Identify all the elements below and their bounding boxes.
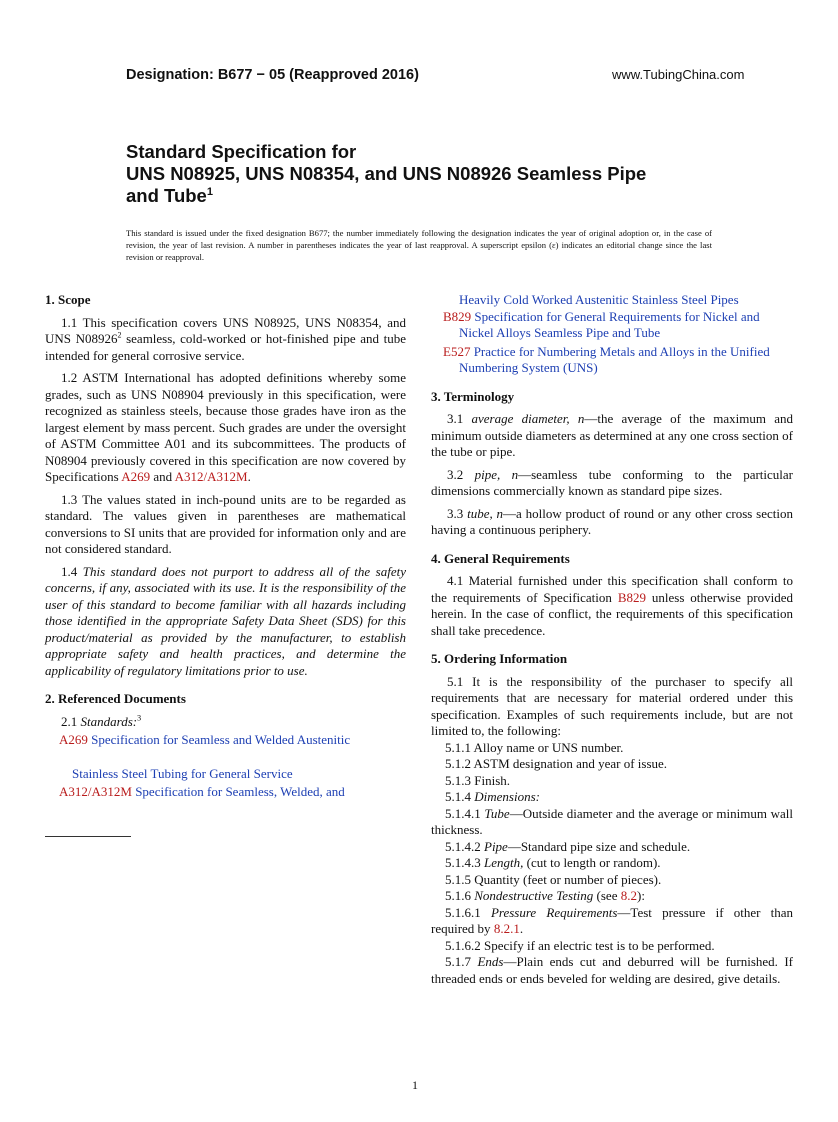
term-num: 3.3 [447, 505, 468, 521]
title-line-3-text: and Tube [126, 185, 207, 206]
item-term: Ends [477, 954, 504, 969]
ordering-5-1-4 [431, 789, 793, 806]
term-name: tube, n [467, 505, 504, 521]
term-name: average diameter, n [471, 411, 585, 426]
item-label: Dimensions: [474, 789, 540, 804]
term-def: —a hollow product of round or any other cross section having a continuous periphery. [431, 505, 793, 537]
item-def: —Outside diameter and the average or minimum wall thickness. [431, 805, 794, 837]
ref-doc-title[interactable]: Stainless Steel Tubing for General Service [72, 765, 293, 781]
standards-subheading [45, 714, 406, 731]
scope-1-1-sup: 2 [117, 330, 122, 340]
ref-doc-code[interactable]: E527 [443, 343, 471, 359]
ordering-5-1-7 [431, 954, 793, 987]
item-def-end: . [519, 921, 524, 936]
term-def: —seamless tube conforming to the particular dimensions commercially known as standard pipe sizes. [431, 466, 793, 498]
ordering-5-1-3: 5.1.3 Finish. [445, 772, 511, 788]
ref-doc-title[interactable]: Heavily Cold Worked Austenitic Stainless Steel Pipes [459, 292, 739, 307]
ref-doc-code[interactable]: B829 [443, 308, 472, 324]
ref-link-8-2-1[interactable]: 8.2.1 [493, 921, 520, 936]
standards-num: 2.1 [61, 713, 81, 729]
ordering-5-1: 5.1 It is the responsibility of the purchaser to specify all requirements that are necessary for material ordered under this specification. Examples of such requirements include, but are not limited to, the following: [431, 673, 793, 738]
term-def: —the average of the maximum and minimum outside diameters as determined at any one cross section of the tube or pipe. [431, 411, 793, 459]
ref-doc-b829 [431, 309, 793, 342]
item-def: —Plain ends cut and deburred will be furnished. If threaded ends or ends beveled for welding are desired, give details. [431, 954, 794, 986]
term-3-2 [431, 467, 793, 500]
ordering-heading: 5. Ordering Information [431, 651, 568, 666]
ordering-5-1-1: 5.1.1 Alloy name or UNS number. [445, 739, 624, 755]
ref-doc-title[interactable]: Specification for General Requirements for Nickel and Nickel Alloys Seamless Pipe and Tube [459, 308, 760, 340]
ref-doc-title[interactable]: Specification for Seamless and Welded Austenitic [91, 732, 351, 747]
term-3-3 [431, 506, 793, 539]
term-num: 3.2 [447, 466, 475, 482]
ref-link-b829[interactable]: B829 [617, 589, 646, 605]
scope-1-2-and: and [150, 469, 175, 484]
designation: Designation: B677 − 05 (Reapproved 2016) [126, 67, 419, 83]
title-footnote-mark: 1 [206, 185, 213, 198]
title-line-1: Standard Specification for [126, 141, 357, 162]
general-4-1-a: 4.1 Material furnished under this specification shall conform to the requirements of Specification [431, 573, 793, 605]
ref-doc-a312-cont [459, 292, 793, 309]
general-4-1-b: unless otherwise provided herein. In the case of conflict, the requirements of this specification shall take precedence. [431, 589, 793, 638]
item-def: —Test pressure if other than required by [431, 904, 794, 936]
document-title [126, 141, 746, 207]
ordering-5-1-4-3 [431, 855, 793, 872]
term-3-1 [431, 411, 793, 461]
item-label: Nondestructive Testing [474, 888, 594, 903]
scope-heading: 1. Scope [45, 292, 91, 307]
ref-doc-e527 [431, 344, 793, 377]
item-text-end: ): [636, 888, 645, 903]
item-num: 5.1.4 [445, 789, 475, 804]
item-term: Length, [484, 855, 524, 870]
footnote-divider [45, 836, 131, 837]
scope-1-4-text: This standard does not purport to address all of the safety concerns, if any, associated with its use. It is the responsibility of the user of this standard to become familiar with all hazards including those identified in the appropriate Safety Data Sheet (SDS) for this product/material as provided by the manufacturer, to establish appropriate safety and health practices, and determine the applicability of regulatory limitations prior to use. [45, 563, 406, 678]
page-number: 1 [412, 1078, 418, 1092]
scope-1-1-b: seamless, cold-worked or hot-finished pipe and tube intended for general corrosive service. [45, 331, 406, 363]
ref-link-8-2[interactable]: 8.2 [620, 888, 637, 903]
ref-link-a312[interactable]: A312/A312M [174, 469, 248, 484]
ref-doc-a269 [59, 732, 406, 749]
item-term: Pipe [484, 838, 508, 854]
item-num: 5.1.6 [445, 888, 475, 903]
item-num: 5.1.4.2 [445, 838, 484, 854]
term-name: pipe, n [474, 466, 519, 482]
ordering-5-1-6-1 [431, 905, 793, 938]
item-num: 5.1.4.1 [445, 805, 485, 821]
standards-label: Standards: [80, 713, 138, 729]
title-line-3 [126, 185, 746, 207]
ref-doc-code[interactable]: A269 [59, 732, 88, 747]
ref-doc-title[interactable]: Specification for Seamless, Welded, and [135, 784, 345, 799]
item-def: —Standard pipe size and schedule. [507, 838, 691, 854]
term-num: 3.1 [447, 411, 472, 426]
standards-sup: 3 [137, 713, 142, 723]
standard-notice: This standard is issued under the fixed designation B677; the number immediately following the designation indicates the year of original adoption or, in the case of revision, the year of last revision. A number in parentheses indicates the year of last reapproval. A superscript epsilon (ε) indicates an editorial change since the last revision or reapproval. [126, 228, 712, 262]
item-term: Tube [484, 805, 510, 821]
ref-doc-a312 [59, 784, 406, 801]
ref-doc-code[interactable]: A312/A312M [59, 784, 132, 799]
item-num: 5.1.7 [445, 954, 478, 969]
ordering-5-1-5: 5.1.5 Quantity (feet or number of pieces). [445, 871, 662, 887]
ordering-5-1-4-2 [431, 839, 793, 856]
referenced-docs-heading: 2. Referenced Documents [45, 691, 186, 706]
scope-1-2-end: . [247, 469, 251, 484]
scope-1-2 [45, 370, 406, 486]
item-def: (cut to length or random). [523, 855, 661, 870]
website-url[interactable]: www.TubingChina.com [612, 67, 745, 82]
item-term: Pressure Requirements [490, 904, 618, 920]
scope-1-4 [45, 564, 406, 680]
general-requirements-heading: 4. General Requirements [431, 550, 570, 566]
ref-link-a269[interactable]: A269 [121, 469, 151, 484]
left-column [45, 292, 406, 803]
title-line-2: UNS N08925, UNS N08354, and UNS N08926 Seamless Pipe [126, 163, 647, 184]
item-text: (see [593, 888, 621, 903]
ref-doc-a269-cont [72, 766, 406, 783]
scope-1-3: 1.3 The values stated in inch-pound units are to be regarded as standard. The values given in parentheses are mathematical conversions to SI units that are provided for information only and are not considered standard. [45, 491, 406, 556]
scope-1-2-text: 1.2 ASTM International has adopted definitions whereby some grades, such as UNS N08904 previously in this specification, were recognized as stainless steels, because those grades have iron as the largest element by mass percent. Such grades are under the oversight of ASTM Committee A01 and its subcommittees. The products of N08904 previously covered in this specification are now covered by Specifications [45, 370, 406, 484]
scope-1-1 [45, 315, 406, 365]
ordering-5-1-2: 5.1.2 ASTM designation and year of issue. [445, 756, 668, 771]
ref-doc-title[interactable]: Practice for Numbering Metals and Alloys in the Unified Numbering System (UNS) [459, 343, 770, 375]
scope-1-4-num: 1.4 [61, 563, 83, 579]
general-4-1 [431, 573, 793, 639]
ordering-5-1-6-2: 5.1.6.2 Specify if an electric test is to be performed. [445, 937, 715, 953]
terminology-heading: 3. Terminology [431, 388, 515, 404]
right-column [431, 292, 793, 987]
item-num: 5.1.6.1 [445, 904, 491, 920]
ordering-5-1-6 [431, 888, 793, 905]
scope-1-1-a: 1.1 This specification covers UNS N08925, UNS N08354, and UNS N08926 [45, 314, 406, 346]
item-num: 5.1.4.3 [445, 855, 484, 870]
ordering-5-1-4-1 [431, 806, 793, 839]
